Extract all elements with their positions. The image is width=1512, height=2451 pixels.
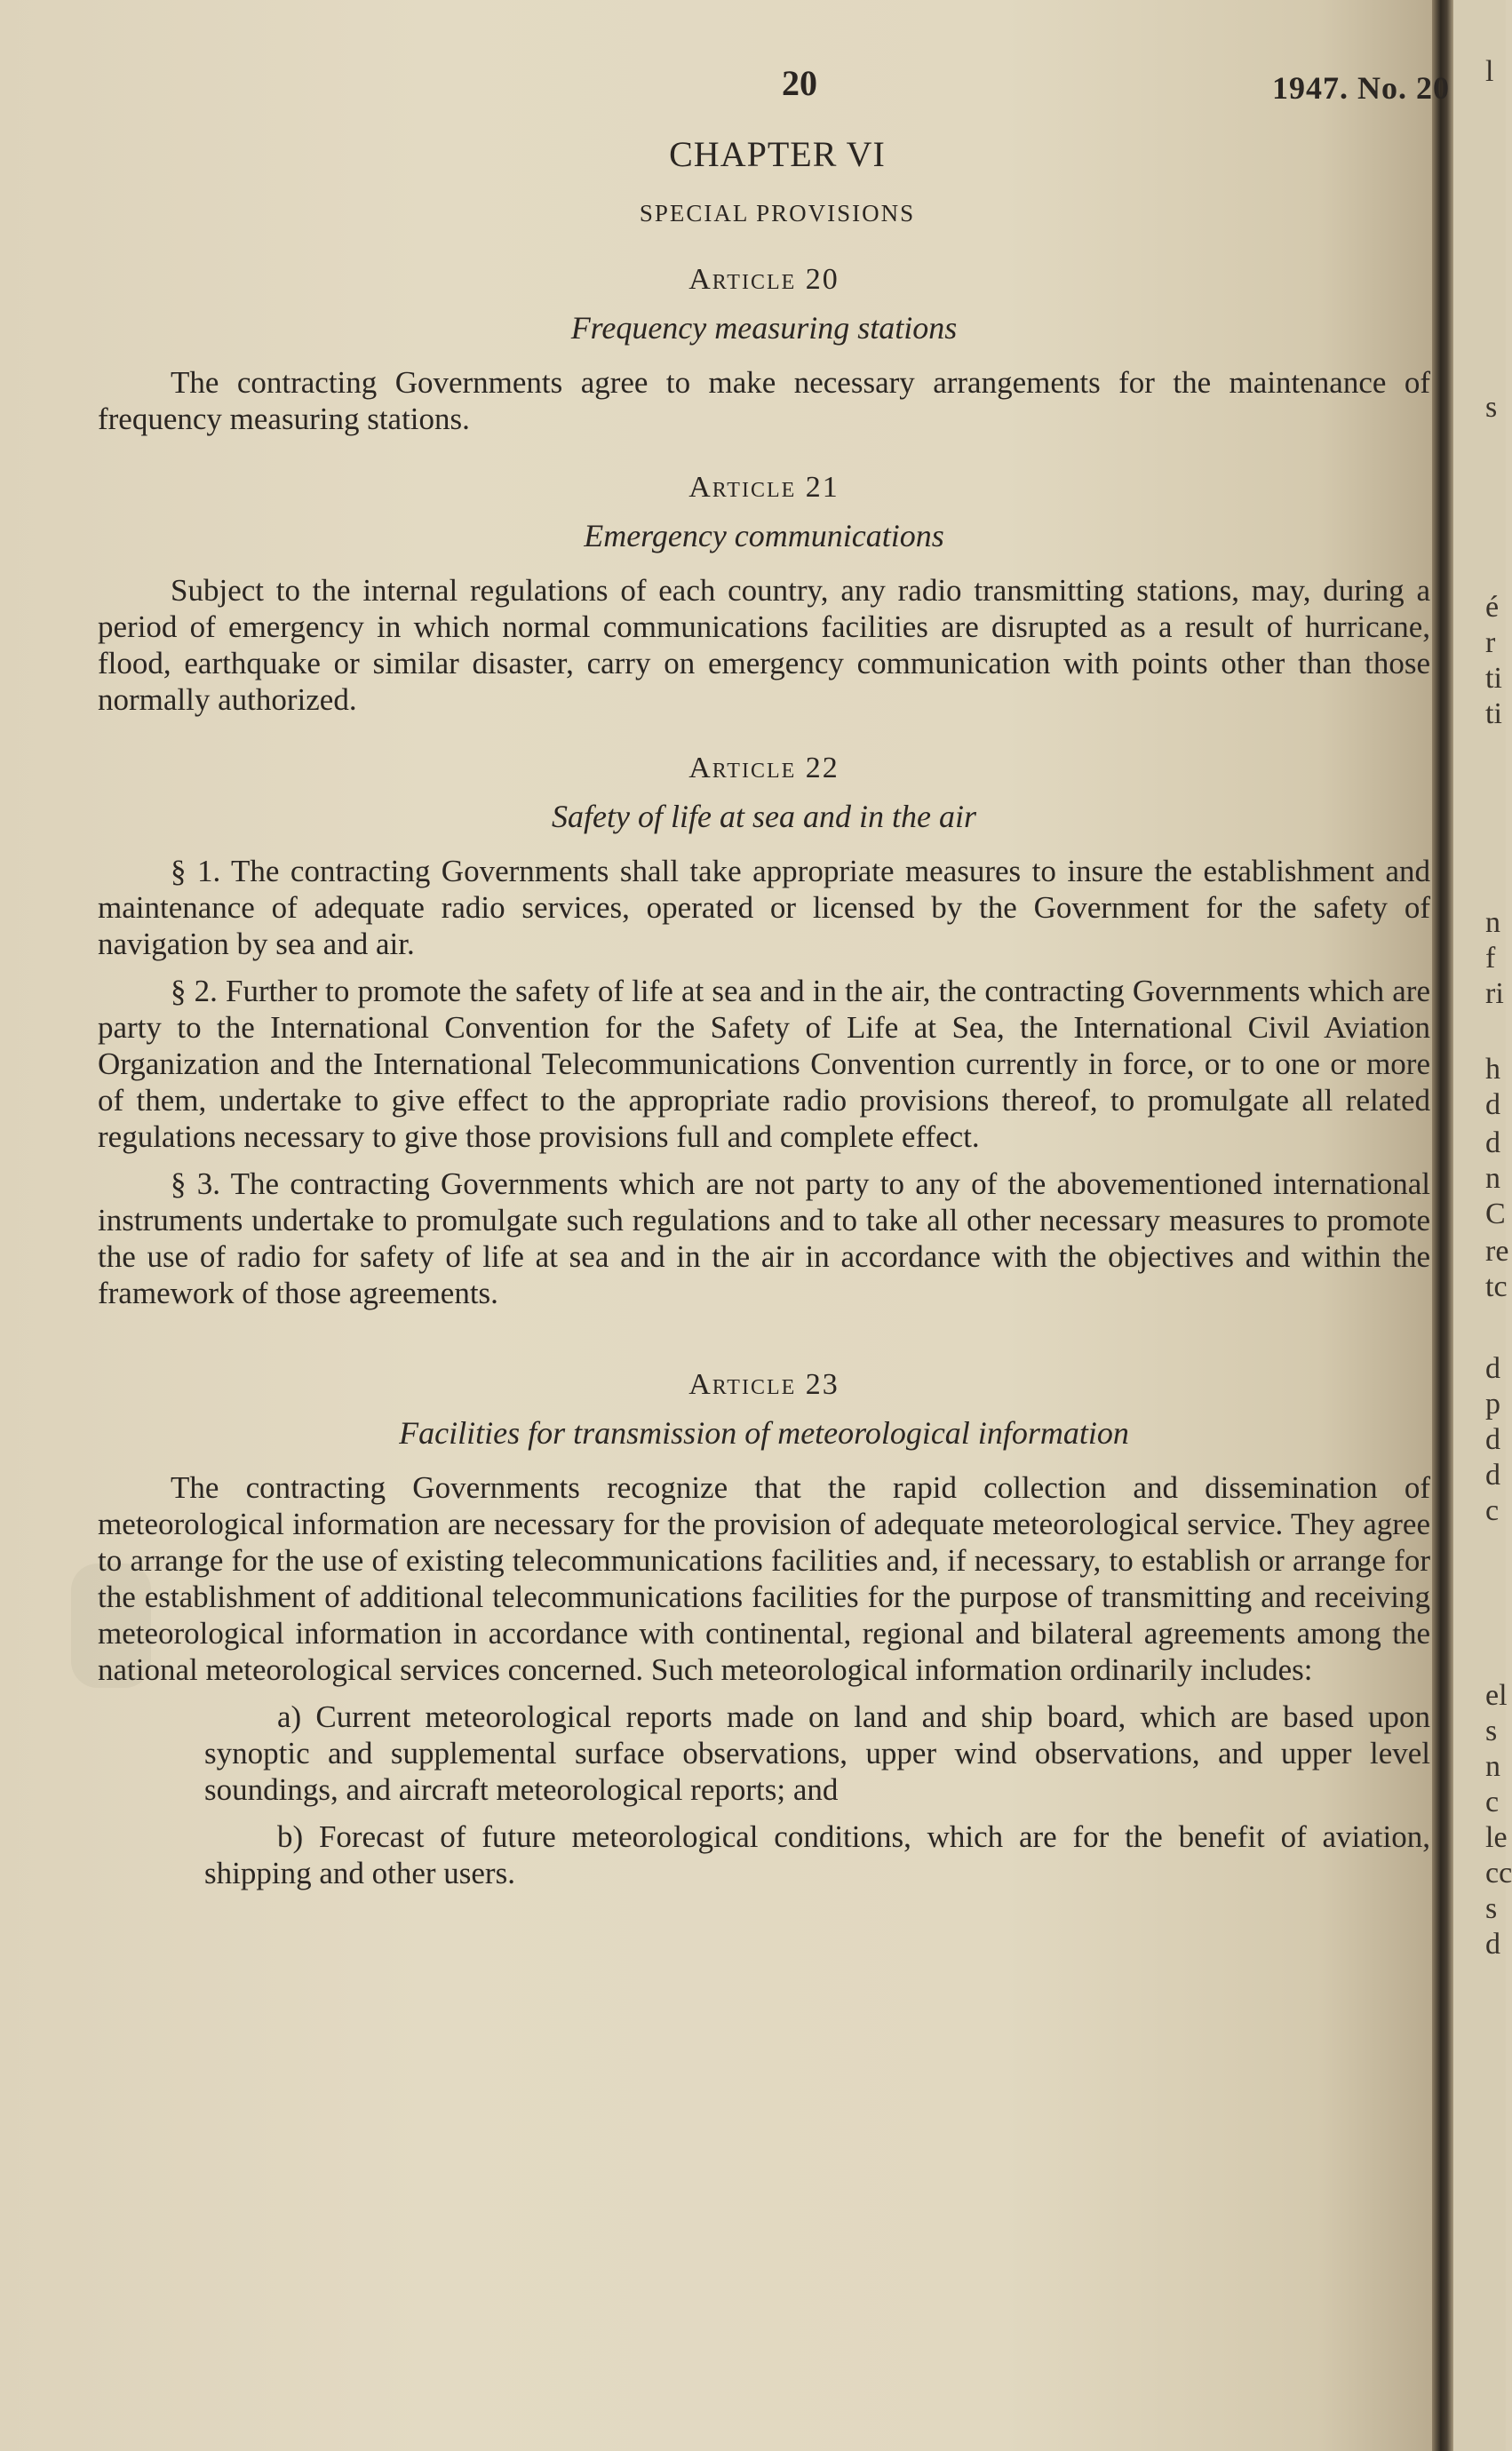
article-subtitle: Facilities for transmission of meteorological information [399,1415,1129,1451]
article-subtitle: Safety of life at sea and in the air [552,799,976,834]
edge-letter: d [1485,1088,1500,1121]
edge-letter: tc [1485,1270,1508,1303]
book-gutter [1432,0,1453,2451]
list-item: a) Current meteorological reports made on land and ship board, which are based upon synoptic and supplemental surface observations, upper wind observations, and upper level soundings, and aircraft meteorological reports; and [204,1699,1430,1807]
article-22 [98,752,1430,1311]
edge-letter: d [1485,1352,1500,1385]
edge-letter: cc [1485,1857,1512,1890]
edge-letter: ti [1485,697,1502,730]
article-21 [98,471,1430,718]
edge-letter: c [1485,1494,1500,1527]
header-reference: 1947. No. 20 [1272,70,1450,106]
edge-letter: ti [1485,662,1502,695]
edge-letter: c [1485,1786,1500,1818]
edge-letter: s [1485,391,1498,424]
edge-letter: p [1485,1388,1500,1420]
article-subtitle: Frequency measuring stations [570,310,958,346]
edge-letter: r [1485,626,1496,659]
edge-letter: d [1485,1126,1500,1159]
list-item: b) Forecast of future meteorological conditions, which are for the benefit of aviation, shipping and other users. [204,1819,1430,1890]
article-title: Article 23 [688,1368,840,1401]
article-paragraph: § 3. The contracting Governments which are not party to any of the abovementioned international instruments undertake to promulgate such regulations and to take all other necessary measures to promote the use of radio for safety of life at sea and in the air in accordance with the objectives and within the framework of those agreements. [98,1166,1430,1310]
article-20 [98,263,1430,437]
edge-letter: el [1485,1679,1508,1712]
article-list [98,1699,1430,1891]
edge-letter: d [1485,1423,1500,1456]
edge-letter: d [1485,1459,1500,1492]
edge-letter: re [1485,1235,1509,1268]
header-page-number: 20 [782,63,817,103]
edge-letter: l [1485,55,1494,88]
edge-letter: s [1485,1715,1498,1747]
article-title: Article 22 [688,752,840,784]
article-paragraph: The contracting Governments agree to make necessary arrangements for the maintenance of frequency measuring stations. [98,365,1430,436]
edge-letter: é [1485,591,1500,624]
page-content [98,133,1430,1902]
article-paragraph: Subject to the internal regulations of each country, any radio transmitting stations, may, during a period of emergency in which normal communications facilities are disrupted as a result of hurricane, flood, earthquake or similar disaster, carry on emergency communication with points other than those normally authorized. [98,573,1430,717]
article-paragraph: The contracting Governments recognize that the rapid collection and dissemination of meteorological information are necessary for the provision of adequate meteorological service. They agree to arrange for the use of existing telecommunications facilities and, if necessary, to establish or arrange for the establishment of additional telecommunications facilities for the purpose of transmitting and receiving meteorological information in accordance with continental, regional and bilateral agreements among the national meteorological services concerned. Such meteorological information ordinarily includes: [98,1470,1430,1687]
edge-letter: n [1485,1162,1500,1195]
chapter-subtitle: SPECIAL PROVISIONS [639,200,916,227]
edge-letter: d [1485,1928,1500,1961]
edge-letter: n [1485,1750,1500,1783]
article-title: Article 20 [688,263,840,296]
article-subtitle: Emergency communications [584,518,944,553]
edge-letter: ri [1485,977,1504,1010]
edge-letter: h [1485,1053,1500,1086]
article-23 [98,1368,1430,1891]
article-paragraph: § 2. Further to promote the safety of life at sea and in the air, the contracting Governments which are party to the International Convention for the Safety of Life at Sea, the International Civil Aviation Organization and the International Telecommunications Convention currently in force, or to one or more of them, undertake to give effect to the appropriate radio provisions thereof, to promulgate all related regulations necessary to give those provisions full and complete effect. [98,974,1430,1154]
article-paragraph: § 1. The contracting Governments shall take appropriate measures to insure the establishment and maintenance of adequate radio services, operated or licensed by the Government for the safety of navigation by sea and air. [98,854,1430,961]
article-title: Article 21 [688,471,840,504]
chapter-title: CHAPTER VI [669,134,886,174]
edge-letter: n [1485,906,1500,939]
edge-letter: s [1485,1892,1498,1925]
edge-letter: f [1485,942,1496,975]
edge-letter: C [1485,1198,1506,1230]
edge-letter: le [1485,1821,1508,1854]
